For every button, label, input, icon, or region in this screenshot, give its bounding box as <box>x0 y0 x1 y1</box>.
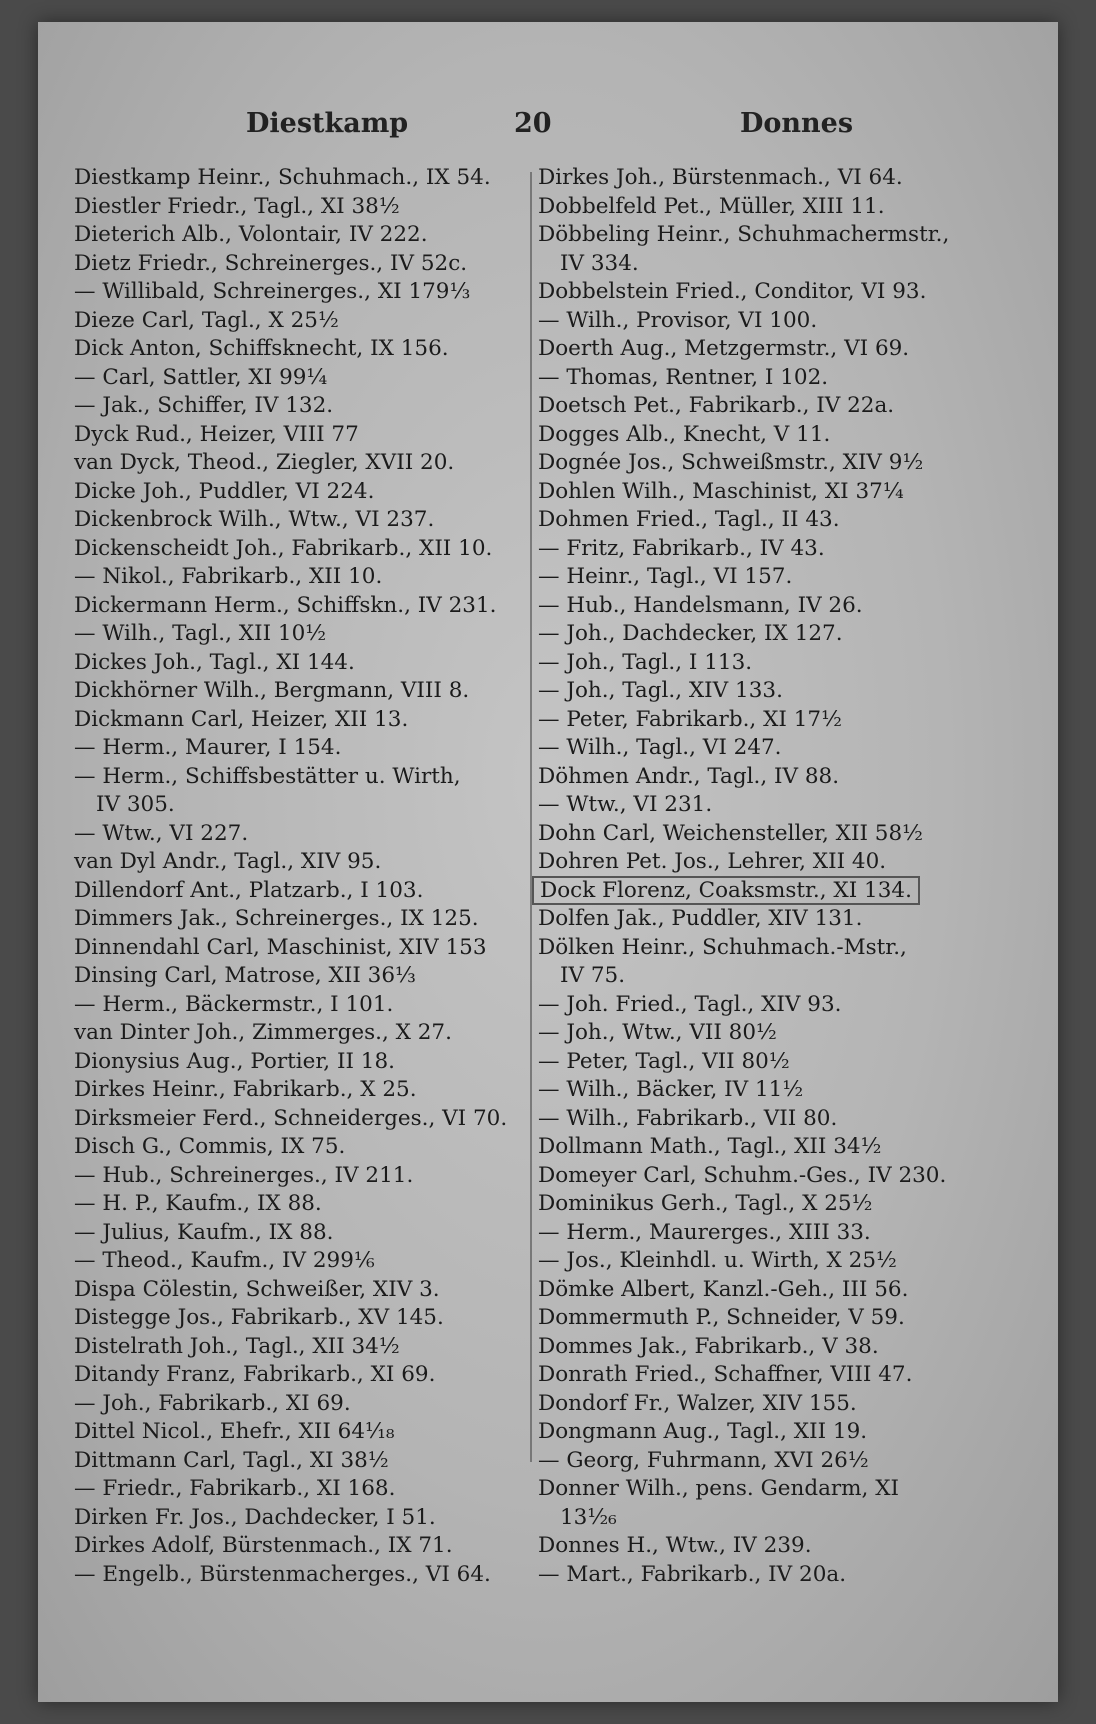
directory-entry <box>74 1333 514 1362</box>
directory-entry <box>538 934 1008 963</box>
directory-entry <box>538 1475 1008 1504</box>
entry-text: Dock Florenz, Coaksmstr., XI 134. <box>532 876 920 905</box>
entry-text: Dirkes Adolf, Bürstenmach., IX 71. <box>74 1533 453 1558</box>
entry-text: Dietz Friedr., Schreinerges., IV 52c. <box>74 250 468 276</box>
entry-text: — Georg, Fuhrmann, XVI 26½ <box>538 1447 869 1473</box>
directory-entry <box>74 364 514 393</box>
entry-text: IV 334. <box>560 250 639 276</box>
directory-entry <box>74 1390 514 1419</box>
entry-text: — Herm., Maurer, I 154. <box>74 735 342 760</box>
directory-entry <box>538 763 1008 792</box>
entry-text: — Friedr., Fabrikarb., XI 168. <box>74 1476 396 1501</box>
directory-entry <box>74 820 514 849</box>
directory-entry <box>74 1219 514 1248</box>
entry-text: Dobbelstein Fried., Conditor, VI 93. <box>538 279 927 304</box>
entry-text: Dickes Joh., Tagl., XI 144. <box>74 649 355 675</box>
entry-text: — Joh., Wtw., VII 80½ <box>538 1020 777 1045</box>
directory-entry <box>538 706 1008 735</box>
entry-text: IV 305. <box>96 792 175 817</box>
entry-text: Dirkes Joh., Bürstenmach., VI 64. <box>538 165 903 190</box>
entry-text: — Wilh., Bäcker, IV 11½ <box>538 1077 804 1102</box>
entry-text: Dongmann Aug., Tagl., XII 19. <box>538 1419 868 1444</box>
directory-entry <box>74 421 514 450</box>
entry-text: — Joh., Fabrikarb., XI 69. <box>74 1390 351 1416</box>
entry-text: van Dyck, Theod., Ziegler, XVII 20. <box>74 450 455 475</box>
directory-entry <box>538 1076 1008 1105</box>
entry-text: Dittel Nicol., Ehefr., XII 64¹⁄₁₈ <box>74 1419 395 1444</box>
directory-entry <box>74 535 514 564</box>
directory-entry <box>74 563 514 592</box>
entry-text: Dickenbrock Wilh., Wtw., VI 237. <box>74 507 435 532</box>
entry-text: — Wtw., VI 227. <box>74 820 249 846</box>
directory-entry <box>74 1276 514 1305</box>
entry-text: Dömke Albert, Kanzl.-Geh., III 56. <box>538 1276 909 1302</box>
entry-text: — H. P., Kaufm., IX 88. <box>74 1191 322 1216</box>
entry-text: Dominikus Gerh., Tagl., X 25½ <box>538 1191 873 1216</box>
directory-entry <box>74 706 514 735</box>
entry-text: Donnes H., Wtw., IV 239. <box>538 1533 812 1558</box>
directory-entry <box>538 1333 1008 1362</box>
entry-text: — Wtw., VI 231. <box>538 792 713 817</box>
directory-entry <box>74 905 514 934</box>
entry-text: van Dyl Andr., Tagl., XIV 95. <box>74 849 382 874</box>
entry-text: — Wilh., Tagl., XII 10½ <box>74 621 327 646</box>
entry-text: Doetsch Pet., Fabrikarb., IV 22a. <box>538 393 895 418</box>
entry-text: Distegge Jos., Fabrikarb., XV 145. <box>74 1305 444 1330</box>
directory-entry <box>74 278 514 307</box>
entry-text: Dohlen Wilh., Maschinist, XI 37¼ <box>538 478 904 504</box>
header-right-guide-word: Donnes <box>740 108 854 139</box>
directory-entry <box>74 1504 514 1533</box>
directory-entry <box>74 1019 514 1048</box>
entry-text: Dickmann Carl, Heizer, XII 13. <box>74 706 409 732</box>
entry-text: — Engelb., Bürstenmacherges., VI 64. <box>74 1561 491 1587</box>
entry-text: Dondorf Fr., Walzer, XIV 155. <box>538 1390 857 1416</box>
entry-text: Dinsing Carl, Matrose, XII 36⅓ <box>74 963 416 988</box>
directory-entry <box>74 307 514 336</box>
entry-text: Dieterich Alb., Volontair, IV 222. <box>74 222 428 247</box>
directory-entry <box>538 1361 1008 1390</box>
entry-text: — Thomas, Rentner, I 102. <box>538 364 829 390</box>
entry-text: Döbbeling Heinr., Schuhmachermstr., <box>538 222 950 247</box>
directory-entry <box>538 164 1008 193</box>
entry-text: Ditandy Franz, Fabrikarb., XI 69. <box>74 1362 436 1387</box>
directory-entry <box>74 620 514 649</box>
directory-entry <box>74 848 514 877</box>
directory-entry <box>74 449 514 478</box>
directory-entry <box>74 1475 514 1504</box>
directory-entry <box>74 991 514 1020</box>
entry-text: — Theod., Kaufm., IV 299⅙ <box>74 1248 375 1273</box>
entry-text: — Mart., Fabrikarb., IV 20a. <box>538 1561 847 1587</box>
directory-entry <box>538 1447 1008 1476</box>
directory-entry <box>74 1105 514 1134</box>
page-number: 20 <box>514 108 552 139</box>
directory-entry <box>538 1504 1008 1533</box>
directory-entry <box>74 677 514 706</box>
entry-text: Dohmen Fried., Tagl., II 43. <box>538 507 840 532</box>
directory-entry <box>538 1390 1008 1419</box>
entry-text: Dickhörner Wilh., Bergmann, VIII 8. <box>74 678 470 703</box>
entry-text: Donner Wilh., pens. Gendarm, XI <box>538 1476 900 1501</box>
entry-text: — Willibald, Schreinerges., XI 179⅓ <box>74 279 471 304</box>
header-left-guide-word: Diestkamp <box>246 108 409 139</box>
directory-entry <box>74 164 514 193</box>
entry-text: — Nikol., Fabrikarb., XII 10. <box>74 564 383 589</box>
entry-text: Domeyer Carl, Schuhm.-Ges., IV 230. <box>538 1162 947 1188</box>
directory-entry <box>74 1190 514 1219</box>
directory-entry <box>538 677 1008 706</box>
entry-text: — Peter, Fabrikarb., XI 17½ <box>538 706 842 732</box>
entry-text: — Carl, Sattler, XI 99¼ <box>74 364 328 390</box>
entry-text: — Jak., Schiffer, IV 132. <box>74 393 334 418</box>
directory-entry <box>538 1162 1008 1191</box>
entry-text: 13¹⁄₂₆ <box>560 1504 617 1530</box>
directory-entry <box>538 563 1008 592</box>
left-column <box>74 164 514 1589</box>
directory-entry <box>538 335 1008 364</box>
directory-entry <box>538 1190 1008 1219</box>
entry-text: Dobbelfeld Pet., Müller, XIII 11. <box>538 193 885 219</box>
column-divider <box>530 172 532 1462</box>
directory-entry <box>74 592 514 621</box>
directory-entry <box>538 820 1008 849</box>
directory-entry <box>74 1418 514 1447</box>
entry-text: Dirkes Heinr., Fabrikarb., X 25. <box>74 1077 417 1102</box>
entry-text: Dispa Cölestin, Schweißer, XIV 3. <box>74 1276 440 1302</box>
directory-entry <box>538 734 1008 763</box>
entry-text: Dommes Jak., Fabrikarb., V 38. <box>538 1333 879 1359</box>
page-header <box>38 108 1058 148</box>
directory-entry <box>538 620 1008 649</box>
directory-entry <box>74 1048 514 1077</box>
entry-text: Distelrath Joh., Tagl., XII 34½ <box>74 1333 400 1359</box>
entry-text: Dick Anton, Schiffsknecht, IX 156. <box>74 336 449 361</box>
entry-text: Dohn Carl, Weichensteller, XII 58½ <box>538 820 923 846</box>
entry-text: Disch G., Commis, IX 75. <box>74 1134 346 1159</box>
entry-text: Dollmann Math., Tagl., XII 34½ <box>538 1134 882 1159</box>
entry-text: Dyck Rud., Heizer, VIII 77 <box>74 421 359 447</box>
directory-entry <box>538 421 1008 450</box>
directory-entry <box>74 1361 514 1390</box>
entry-text: Dickermann Herm., Schiffskn., IV 231. <box>74 592 497 618</box>
directory-entry <box>538 1276 1008 1305</box>
directory-entry <box>74 478 514 507</box>
directory-entry <box>538 1247 1008 1276</box>
directory-entry <box>74 193 514 222</box>
directory-entry <box>538 649 1008 678</box>
directory-entry <box>538 791 1008 820</box>
directory-entry <box>74 1561 514 1590</box>
entry-text: Döhmen Andr., Tagl., IV 88. <box>538 763 840 789</box>
directory-entry <box>74 250 514 279</box>
entry-text: — Joh., Tagl., I 113. <box>538 649 753 675</box>
directory-entry <box>74 934 514 963</box>
directory-entry <box>538 392 1008 421</box>
entry-text: Dillendorf Ant., Platzarb., I 103. <box>74 877 424 903</box>
entry-text: Dimmers Jak., Schreinerges., IX 125. <box>74 906 479 931</box>
directory-entry <box>538 1219 1008 1248</box>
directory-entry <box>538 221 1008 250</box>
directory-entry <box>538 905 1008 934</box>
directory-entry <box>74 877 514 906</box>
directory-entry <box>74 335 514 364</box>
entry-text: Dittmann Carl, Tagl., XI 38½ <box>74 1447 389 1473</box>
directory-entry <box>538 278 1008 307</box>
entry-text: Donrath Fried., Schaffner, VIII 47. <box>538 1362 913 1387</box>
entry-text: Dieze Carl, Tagl., X 25½ <box>74 307 339 333</box>
entry-text: Dölken Heinr., Schuhmach.-Mstr., <box>538 934 907 960</box>
entry-text: van Dinter Joh., Zimmerges., X 27. <box>74 1020 452 1045</box>
entry-text: — Joh. Fried., Tagl., XIV 93. <box>538 991 842 1017</box>
right-column <box>538 164 1008 1589</box>
entry-text: — Julius, Kaufm., IX 88. <box>74 1219 334 1245</box>
entry-text: — Joh., Dachdecker, IX 127. <box>538 621 843 646</box>
directory-entry <box>538 848 1008 877</box>
entry-text: Dommermuth P., Schneider, V 59. <box>538 1305 905 1330</box>
entry-text: Dolfen Jak., Puddler, XIV 131. <box>538 906 863 931</box>
directory-page <box>38 22 1058 1702</box>
directory-entry <box>538 449 1008 478</box>
entry-text: — Peter, Tagl., VII 80½ <box>538 1048 790 1074</box>
entry-text: Dohren Pet. Jos., Lehrer, XII 40. <box>538 849 887 874</box>
directory-entry <box>538 1418 1008 1447</box>
directory-entry <box>538 1048 1008 1077</box>
directory-entry <box>74 791 514 820</box>
entry-text: — Hub., Handelsmann, IV 26. <box>538 592 863 618</box>
entry-text: — Wilh., Provisor, VI 100. <box>538 307 818 333</box>
directory-entry <box>538 1532 1008 1561</box>
entry-text: Dickenscheidt Joh., Fabrikarb., XII 10. <box>74 535 493 561</box>
entry-text: Doerth Aug., Metzgermstr., VI 69. <box>538 336 910 361</box>
directory-entry <box>538 1133 1008 1162</box>
entry-text: Dirken Fr. Jos., Dachdecker, I 51. <box>74 1504 436 1530</box>
entry-text: — Joh., Tagl., XIV 133. <box>538 678 783 703</box>
entry-text: — Wilh., Tagl., VI 247. <box>538 735 782 760</box>
directory-entry <box>74 1133 514 1162</box>
directory-entry <box>74 1447 514 1476</box>
directory-entry <box>538 193 1008 222</box>
entry-text: Dionysius Aug., Portier, II 18. <box>74 1048 395 1074</box>
entry-text: — Herm., Schiffsbestätter u. Wirth, <box>74 763 461 789</box>
entry-text: — Wilh., Fabrikarb., VII 80. <box>538 1105 838 1131</box>
directory-entry <box>74 734 514 763</box>
entry-text: Diestler Friedr., Tagl., XI 38½ <box>74 193 400 219</box>
directory-entry <box>74 962 514 991</box>
directory-entry <box>74 506 514 535</box>
directory-entry <box>538 506 1008 535</box>
directory-entry <box>74 392 514 421</box>
entry-text: Dinnendahl Carl, Maschinist, XIV 153 <box>74 934 487 960</box>
directory-entry <box>538 1019 1008 1048</box>
directory-entry <box>74 1162 514 1191</box>
entry-text: — Herm., Bäckermstr., I 101. <box>74 991 394 1017</box>
directory-entry <box>74 1304 514 1333</box>
directory-entry <box>538 1561 1008 1590</box>
directory-entry <box>74 1247 514 1276</box>
directory-entry <box>74 763 514 792</box>
directory-entry <box>538 1105 1008 1134</box>
entry-text: Dognée Jos., Schweißmstr., XIV 9½ <box>538 450 924 475</box>
directory-entry <box>538 250 1008 279</box>
directory-entry <box>538 307 1008 336</box>
directory-entry <box>538 1304 1008 1333</box>
entry-text: IV 75. <box>560 963 626 988</box>
entry-text: — Heinr., Tagl., VI 157. <box>538 564 793 589</box>
entry-text: Diestkamp Heinr., Schuhmach., IX 54. <box>74 165 491 190</box>
entry-text: Dirksmeier Ferd., Schneiderges., VI 70. <box>74 1105 508 1131</box>
entry-text: — Hub., Schreinerges., IV 211. <box>74 1162 414 1188</box>
entry-text: Dogges Alb., Knecht, V 11. <box>538 421 831 447</box>
directory-entry <box>74 649 514 678</box>
directory-entry <box>538 991 1008 1020</box>
entry-text: Dicke Joh., Puddler, VI 224. <box>74 478 375 504</box>
entry-text: — Fritz, Fabrikarb., IV 43. <box>538 535 825 561</box>
directory-entry <box>538 962 1008 991</box>
directory-entry <box>538 535 1008 564</box>
directory-entry <box>538 364 1008 393</box>
entry-text: — Jos., Kleinhdl. u. Wirth, X 25½ <box>538 1248 897 1273</box>
directory-entry <box>74 1076 514 1105</box>
directory-entry <box>74 221 514 250</box>
directory-entry <box>538 877 1008 906</box>
entry-text: — Herm., Maurerges., XIII 33. <box>538 1219 871 1245</box>
directory-entry <box>74 1532 514 1561</box>
directory-entry <box>538 478 1008 507</box>
directory-entry <box>538 592 1008 621</box>
